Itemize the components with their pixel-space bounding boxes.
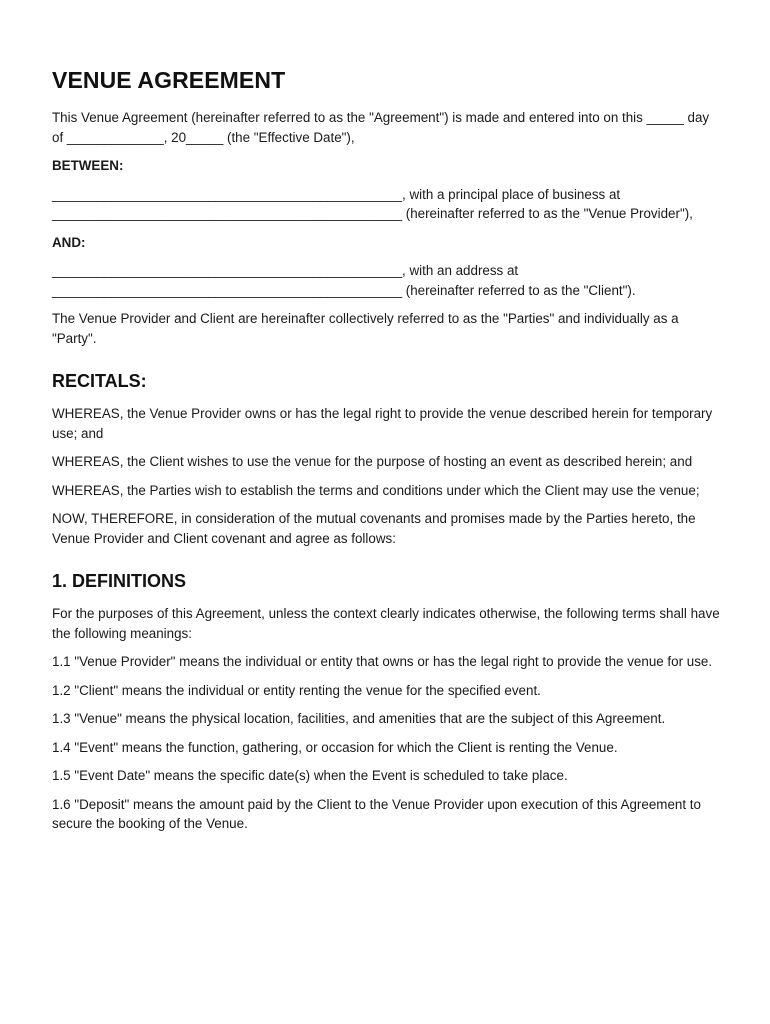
and-label: AND: xyxy=(52,234,86,250)
parties-paragraph: The Venue Provider and Client are hereinafter collectively referred to as the "Parties" and individually as a "Party". xyxy=(52,311,679,346)
recitals-heading: RECITALS: xyxy=(52,371,147,391)
definition-item: 1.3 "Venue" means the physical location, facilities, and amenities that are the subject of this Agreement. xyxy=(52,711,666,726)
venue-provider-block: _______________________________________________, with a principal place of business at _______________________________________________ (hereinafter referred to as the "Venue Provider"), xyxy=(52,186,693,221)
definitions-heading: 1. DEFINITIONS xyxy=(52,571,187,591)
definition-item: 1.5 "Event Date" means the specific date(s) when the Event is scheduled to take place. xyxy=(52,768,568,783)
recital-item: WHEREAS, the Client wishes to use the venue for the purpose of hosting an event as described herein; and xyxy=(52,454,693,469)
recital-item: NOW, THEREFORE, in consideration of the mutual covenants and promises made by the Parties hereto, the Venue Provider and Client covenant and agree as follows: xyxy=(52,511,696,546)
definitions-intro: For the purposes of this Agreement, unless the context clearly indicates otherwise, the following terms shall have the following meanings: xyxy=(52,606,720,641)
intro-paragraph: This Venue Agreement (hereinafter referred to as the "Agreement") is made and entered into on this _____ day of _____________, 20_____ (the "Effective Date"), xyxy=(52,110,710,145)
document-title: VENUE AGREEMENT xyxy=(52,67,286,93)
definition-item: 1.2 "Client" means the individual or entity renting the venue for the specified event. xyxy=(52,682,541,698)
definition-item: 1.4 "Event" means the function, gathering, or occasion for which the Client is renting the Venue. xyxy=(52,739,618,755)
definition-item: 1.1 "Venue Provider" means the individual or entity that owns or has the legal right to provide the venue for use. xyxy=(52,654,713,669)
definition-item: 1.6 "Deposit" means the amount paid by the Client to the Venue Provider upon execution of this Agreement to secure the booking of the Venue. xyxy=(52,796,701,831)
document-page xyxy=(52,66,722,843)
definitions-section xyxy=(52,570,722,834)
recital-item: WHEREAS, the Parties wish to establish the terms and conditions under which the Client may use the venue; xyxy=(52,482,700,498)
recital-item: WHEREAS, the Venue Provider owns or has the legal right to provide the venue described herein for temporary use; and xyxy=(52,406,713,441)
client-block: _______________________________________________, with an address at _______________________________________________ (hereinafter referred to as the "Client"). xyxy=(52,263,636,298)
between-label: BETWEEN: xyxy=(52,158,124,173)
recitals-section xyxy=(52,370,722,548)
